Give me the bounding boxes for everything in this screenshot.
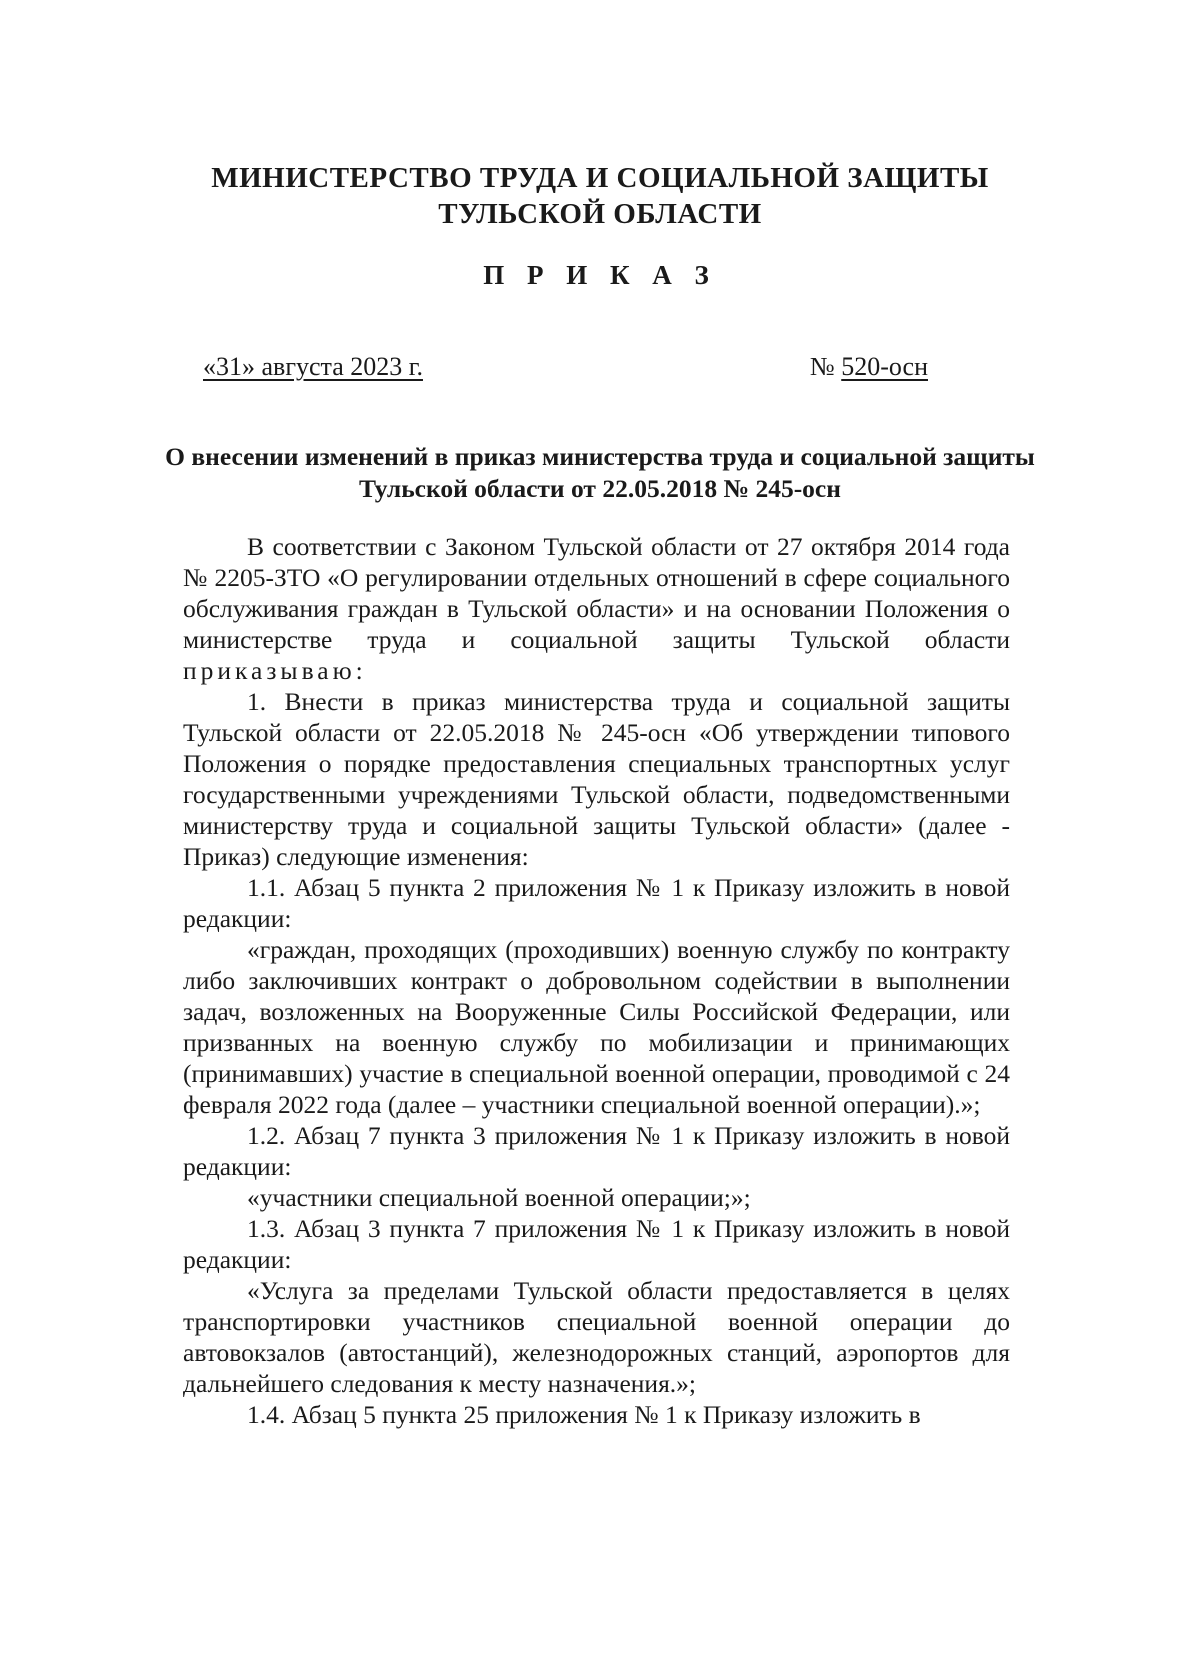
body-paragraph: «участники специальной военной операции;»; [247,1183,751,1212]
ministry-name-line-2: ТУЛЬСКОЙ ОБЛАСТИ [438,198,762,230]
preamble-text: В соответствии с Законом Тульской области от 27 октября 2014 года № 2205-ЗТО «О регулировании отдельных отношений в сфере социального обслуживания граждан в Тульской области» и на основании Положения о министерстве труда и социальной защиты Тульской области [183,532,1010,654]
order-subject: О внесении изменений в приказ министерства труда и социальной защиты Тульской области от 22.05.2018 № 245-осн [165,442,1035,503]
number-sign: № [809,352,835,381]
body-paragraph: «граждан, проходящих (проходивших) военную службу по контракту либо заключивших контракт о добровольном содействии в выполнении задач, возложенных на Вооруженные Силы Российской Федерации, или призванных на военную службу по мобилизации и принимающих (принимавших) участие в специальной военной операции, проводимой с 24 февраля 2022 года (далее – участники специальной военной операции).»; [183,935,1010,1119]
number-value: 520-осн [841,352,928,381]
order-date: «31» августа 2023 г. [203,352,423,381]
body-paragraph: 1.1. Абзац 5 пункта 2 приложения № 1 к Приказу изложить в новой редакции: [183,873,1010,933]
ministry-name-line-1: МИНИСТЕРСТВО ТРУДА И СОЦИАЛЬНОЙ ЗАЩИТЫ [211,162,989,194]
preamble-action: приказываю: [183,656,367,685]
body-paragraph: 1.3. Абзац 3 пункта 7 приложения № 1 к Приказу изложить в новой редакции: [183,1214,1010,1274]
preamble-paragraph [183,531,1010,686]
order-body [183,531,1010,1430]
order-number [810,352,928,382]
body-paragraph: «Услуга за пределами Тульской области предоставляется в целях транспортировки участников специальной военной операции до автовокзалов (автостанций), железнодорожных станций, аэропортов для дальнейшего следования к месту назначения.»; [183,1276,1010,1398]
order-title: П Р И К А З [483,260,717,290]
body-paragraph: 1.2. Абзац 7 пункта 3 приложения № 1 к Приказу изложить в новой редакции: [183,1121,1010,1181]
body-paragraph: 1.4. Абзац 5 пункта 25 приложения № 1 к Приказу изложить в [247,1400,921,1429]
body-paragraph: 1. Внести в приказ министерства труда и социальной защиты Тульской области от 22.05.2018 № 245-осн «Об утверждении типового Положения о порядке предоставления специальных транспортных услуг государственными учреждениями Тульской области, подведомственными министерству труда и социальной защиты Тульской области» (далее - Приказ) следующие изменения: [183,687,1010,871]
